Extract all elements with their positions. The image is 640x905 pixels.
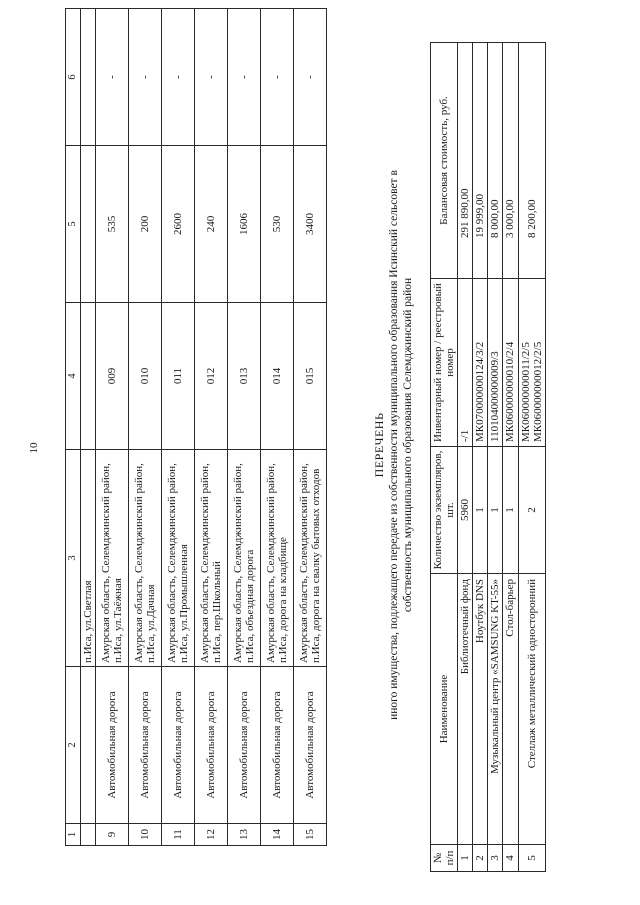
row-number: 9: [95, 824, 128, 846]
row-number: 13: [227, 824, 260, 846]
document-title: [372, 25, 416, 865]
item-name: Стеллаж металлический односторонний: [518, 574, 545, 845]
object-length: 530: [260, 146, 293, 303]
header-inventory: Инвентарный номер / реестровый номер: [431, 279, 458, 447]
object-code: 011: [161, 303, 194, 450]
table-row: [128, 9, 161, 846]
object-code: 014: [260, 303, 293, 450]
object-location: Амурская область, Селемджинский район, п.Иса, ул.Промышленная: [161, 450, 194, 667]
title-line-1: иного имущества, подлежащего передаче из собственности муниципального образования Исинский сельсовет в: [388, 170, 400, 720]
row-number: 4: [503, 845, 518, 872]
item-value: 8 000,00: [488, 43, 503, 279]
item-quantity: 1: [503, 447, 518, 574]
header-value: Балансовая стоимость, руб.: [431, 43, 458, 279]
table-row: [260, 9, 293, 846]
object-name: Автомобильная дорога: [260, 667, 293, 824]
object-length: 1606: [227, 146, 260, 303]
col-header: 6: [66, 9, 81, 146]
table-row: [488, 43, 503, 872]
property-table-header: [431, 43, 458, 872]
object-name: Автомобильная дорога: [128, 667, 161, 824]
row-number: 14: [260, 824, 293, 846]
object-col6: -: [194, 9, 227, 146]
object-code: 015: [293, 303, 326, 450]
row-number: 10: [128, 824, 161, 846]
object-length: 3400: [293, 146, 326, 303]
row-number: 1: [458, 845, 473, 872]
item-name: Музыкальный центр «SAMSUNG KT-55»: [488, 574, 503, 845]
col-header: 5: [66, 146, 81, 303]
object-col6: -: [128, 9, 161, 146]
item-value: 291 890,00: [458, 43, 473, 279]
header-quantity: Количество экземпляров, шт.: [431, 447, 458, 574]
property-table: [430, 42, 546, 872]
item-inventory: 110104000000009/3: [488, 279, 503, 447]
col-header: 2: [66, 667, 81, 824]
table-row: [293, 9, 326, 846]
object-col6: -: [260, 9, 293, 146]
row-number: 2: [473, 845, 488, 872]
row-number: 15: [293, 824, 326, 846]
item-quantity: 1: [488, 447, 503, 574]
header-number: № п/п: [431, 845, 458, 872]
item-quantity: 1: [473, 447, 488, 574]
col-header: 4: [66, 303, 81, 450]
table-row: [227, 9, 260, 846]
roads-table: [65, 8, 327, 846]
item-quantity: 2: [518, 447, 545, 574]
object-col6: -: [293, 9, 326, 146]
item-value: 3 000,00: [503, 43, 518, 279]
item-value: 8 200,00: [518, 43, 545, 279]
object-location: Амурская область, Селемджинский район, п.Иса, объездная дорога: [227, 450, 260, 667]
row-number: 11: [161, 824, 194, 846]
object-length: 200: [128, 146, 161, 303]
object-col6: -: [227, 9, 260, 146]
table-row: [194, 9, 227, 846]
row-number: 3: [488, 845, 503, 872]
item-name: Библиотечный фонд: [458, 574, 473, 845]
object-name: Автомобильная дорога: [293, 667, 326, 824]
item-name: Ноутбук DNS: [473, 574, 488, 845]
item-inventory: -/1: [458, 279, 473, 447]
roads-table-header: [66, 9, 81, 846]
object-location: Амурская область, Селемджинский район, п.Иса, ул.Дачная: [128, 450, 161, 667]
table-row: [473, 43, 488, 872]
col-header: 3: [66, 450, 81, 667]
item-name: Стол-барьер: [503, 574, 518, 845]
object-col6: -: [161, 9, 194, 146]
table-row-continuation: [80, 9, 95, 846]
table-row: [503, 43, 518, 872]
object-length: 2600: [161, 146, 194, 303]
item-inventory: МК060000000011/2/5 МК060000000012/2/5: [518, 279, 545, 447]
continuation-text: п.Иса, ул.Светлая: [80, 450, 95, 667]
item-inventory: МК070000000124/3/2: [473, 279, 488, 447]
table-row: [518, 43, 545, 872]
item-quantity: 5960: [458, 447, 473, 574]
object-location: Амурская область, Селемджинский район, п.Иса, ул.Таёжная: [95, 450, 128, 667]
row-number: 5: [518, 845, 545, 872]
object-col6: -: [95, 9, 128, 146]
object-length: 535: [95, 146, 128, 303]
object-name: Автомобильная дорога: [227, 667, 260, 824]
table-row: [161, 9, 194, 846]
object-location: Амурская область, Селемджинский район, п.Иса, пер.Школьный: [194, 450, 227, 667]
object-code: 010: [128, 303, 161, 450]
object-length: 240: [194, 146, 227, 303]
object-name: Автомобильная дорога: [161, 667, 194, 824]
title-heading: ПЕРЕЧЕНЬ: [372, 412, 386, 478]
header-name: Наименование: [431, 574, 458, 845]
item-value: 19 999,00: [473, 43, 488, 279]
title-line-2: собственность муниципального образования Селемджинский район: [402, 277, 415, 613]
object-name: Автомобильная дорога: [95, 667, 128, 824]
object-code: 009: [95, 303, 128, 450]
row-number: 12: [194, 824, 227, 846]
object-location: Амурская область, Селемджинский район, п.Иса, дорога на свалку бытовых отходов: [293, 450, 326, 667]
page-number: 10: [28, 442, 40, 454]
col-header: 1: [66, 824, 81, 846]
table-row: [95, 9, 128, 846]
object-code: 012: [194, 303, 227, 450]
object-name: Автомобильная дорога: [194, 667, 227, 824]
item-inventory: МК060000000010/2/4: [503, 279, 518, 447]
table-row: [458, 43, 473, 872]
object-code: 013: [227, 303, 260, 450]
object-location: Амурская область, Селемджинский район, п.Иса, дорога на кладбище: [260, 450, 293, 667]
